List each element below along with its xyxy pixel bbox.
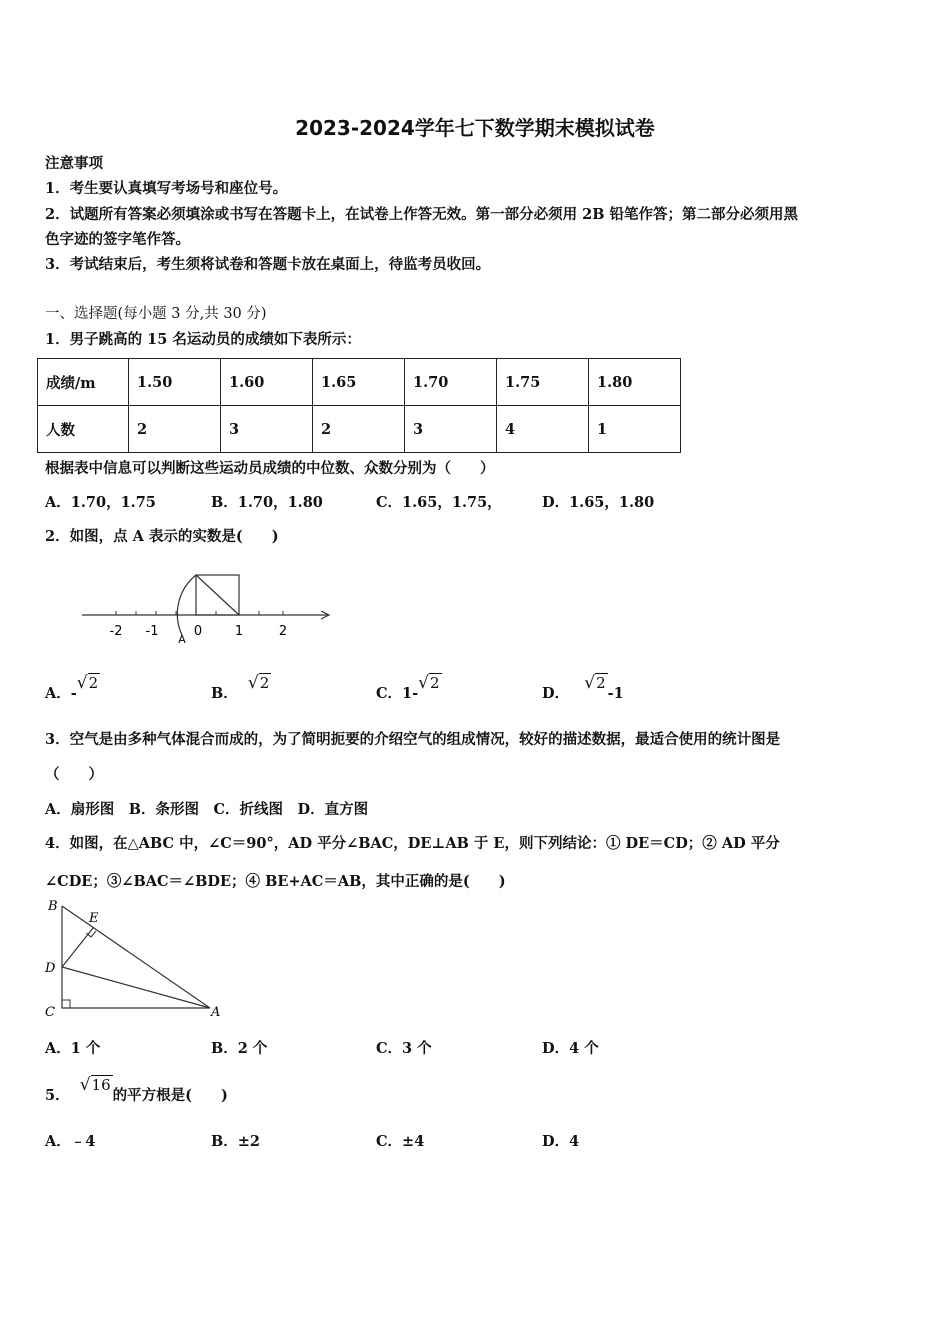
vertex-a-label: A	[211, 1005, 221, 1020]
sqrt-expression	[248, 673, 271, 693]
table-row	[38, 359, 681, 406]
table-cell: 1.65	[313, 359, 405, 406]
q4-stem-line1: 4．如图，在△ABC 中，∠C＝90°，AD 平分∠BAC，DE⊥AB 于 E，则下列结论：① DE＝CD；② AD 平分	[45, 835, 780, 852]
q3-stem: 3．空气是由多种气体混合而成的，为了简明扼要的介绍空气的组成情况，较好的描述数据，最适合使用的统计图是	[45, 731, 781, 748]
table-cell: 3	[221, 406, 313, 453]
radicand: 2	[259, 674, 270, 692]
sqrt-expression	[77, 673, 100, 693]
q3-paren: （ ）	[45, 766, 103, 783]
table-cell: 1	[589, 406, 681, 453]
tick-label: 0	[193, 624, 203, 639]
sqrt-expression	[418, 673, 441, 693]
table-cell: 1.80	[589, 359, 681, 406]
notice-item-2-cont: 色字迹的签字笔作答。	[45, 231, 190, 248]
q1-option-c: C．1.65，1.75，	[376, 494, 502, 511]
vertex-c-label: C	[45, 1005, 55, 1020]
notice-item-3: 3．考试结束后，考生须将试卷和答题卡放在桌面上，待监考员收回。	[45, 256, 491, 273]
right-angle-c-icon	[62, 1000, 70, 1008]
q5-stem	[45, 1075, 228, 1105]
q2-option-d	[542, 673, 624, 703]
table-cell: 2	[313, 406, 405, 453]
point-d-label: D	[45, 961, 56, 976]
point-a-label: A	[178, 633, 186, 646]
q2-option-d-prefix: D．	[542, 685, 570, 702]
q5-option-c: C．±4	[376, 1133, 425, 1150]
table-cell: 1.70	[405, 359, 497, 406]
table-cell: 1.50	[129, 359, 221, 406]
q4-option-c: C．3 个	[376, 1040, 432, 1057]
sqrt-expression	[584, 673, 607, 693]
radicand: 2	[430, 674, 440, 692]
q4-stem-line2: ∠CDE；③∠BAC＝∠BDE；④ BE+AC＝AB，其中正确的是( )	[45, 873, 506, 890]
q2-option-a	[45, 673, 100, 703]
q2-option-d-suffix: -1	[607, 685, 624, 702]
score-table	[37, 358, 681, 453]
table-cell: 成绩/m	[38, 359, 129, 406]
q5-option-a: A．﹣4	[45, 1133, 96, 1150]
point-e-label: E	[89, 911, 99, 926]
q2-stem: 2．如图，点 A 表示的实数是( )	[45, 528, 279, 545]
q1-option-a: A．1.70，1.75	[45, 494, 156, 511]
q4-option-d: D．4 个	[542, 1040, 599, 1057]
q1-option-d: D．1.65，1.80	[542, 494, 655, 511]
q5-option-b: B．±2	[211, 1133, 260, 1150]
table-cell: 1.60	[221, 359, 313, 406]
notice-item-2: 2．试题所有答案必须填涂或书写在答题卡上，在试卷上作答无效。第一部分必须用 2B 铅笔作答；第二部分必须用黑	[45, 206, 799, 223]
radicand: 2	[596, 674, 606, 692]
q4-option-b: B．2 个	[211, 1040, 268, 1057]
q2-option-a-prefix: A．-	[45, 685, 77, 702]
vertex-b-label: B	[48, 899, 58, 914]
tick-label: -1	[145, 624, 159, 639]
q2-option-c-prefix: C．1-	[376, 685, 419, 702]
segment-de	[62, 928, 93, 967]
q5-option-d: D．4	[542, 1133, 580, 1150]
square-diagonal	[196, 575, 239, 615]
tick-label: 2	[278, 624, 288, 639]
section-heading: 一、选择题(每小题 3 分,共 30 分)	[45, 306, 267, 322]
table-cell: 1.75	[497, 359, 589, 406]
q2-option-c	[376, 673, 442, 703]
sqrt-expression	[80, 1075, 113, 1095]
q5-number: 5．	[45, 1087, 70, 1104]
radicand: 16	[91, 1076, 111, 1094]
tick-label: 1	[234, 624, 244, 639]
number-line-figure	[78, 565, 338, 650]
q4-option-a: A．1 个	[45, 1040, 101, 1057]
q2-option-b	[211, 673, 271, 703]
table-cell: 2	[129, 406, 221, 453]
right-angle-e-icon	[86, 931, 96, 937]
q1-stem: 1．男子跳高的 15 名运动员的成绩如下表所示：	[45, 331, 361, 348]
radical-sign-icon: √	[247, 673, 259, 693]
notice-item-1: 1．考生要认真填写考场号和座位号。	[45, 180, 288, 197]
table-cell: 3	[405, 406, 497, 453]
triangle-figure	[40, 896, 230, 1021]
tick-label: -2	[109, 624, 123, 639]
table-cell: 人数	[38, 406, 129, 453]
q1-option-b: B．1.70，1.80	[211, 494, 323, 511]
radical-sign-icon: √	[76, 673, 88, 693]
q3-options: A．扇形图 B．条形图 C．折线图 D．直方图	[45, 801, 369, 818]
side-ab	[62, 906, 210, 1008]
segment-ad	[62, 967, 210, 1008]
radicand: 2	[88, 674, 99, 692]
q1-question: 根据表中信息可以判断这些运动员成绩的中位数、众数分别为（ ）	[45, 460, 495, 477]
notice-heading: 注意事项	[45, 155, 103, 172]
radical-sign-icon: √	[418, 673, 429, 693]
table-row	[38, 406, 681, 453]
radical-sign-icon: √	[79, 1075, 91, 1095]
q5-suffix: 的平方根是( )	[112, 1087, 228, 1104]
q2-option-b-prefix: B．	[211, 685, 238, 702]
table-cell: 4	[497, 406, 589, 453]
radical-sign-icon: √	[584, 673, 596, 693]
page-title: 2023-2024学年七下数学期末模拟试卷	[295, 116, 655, 140]
